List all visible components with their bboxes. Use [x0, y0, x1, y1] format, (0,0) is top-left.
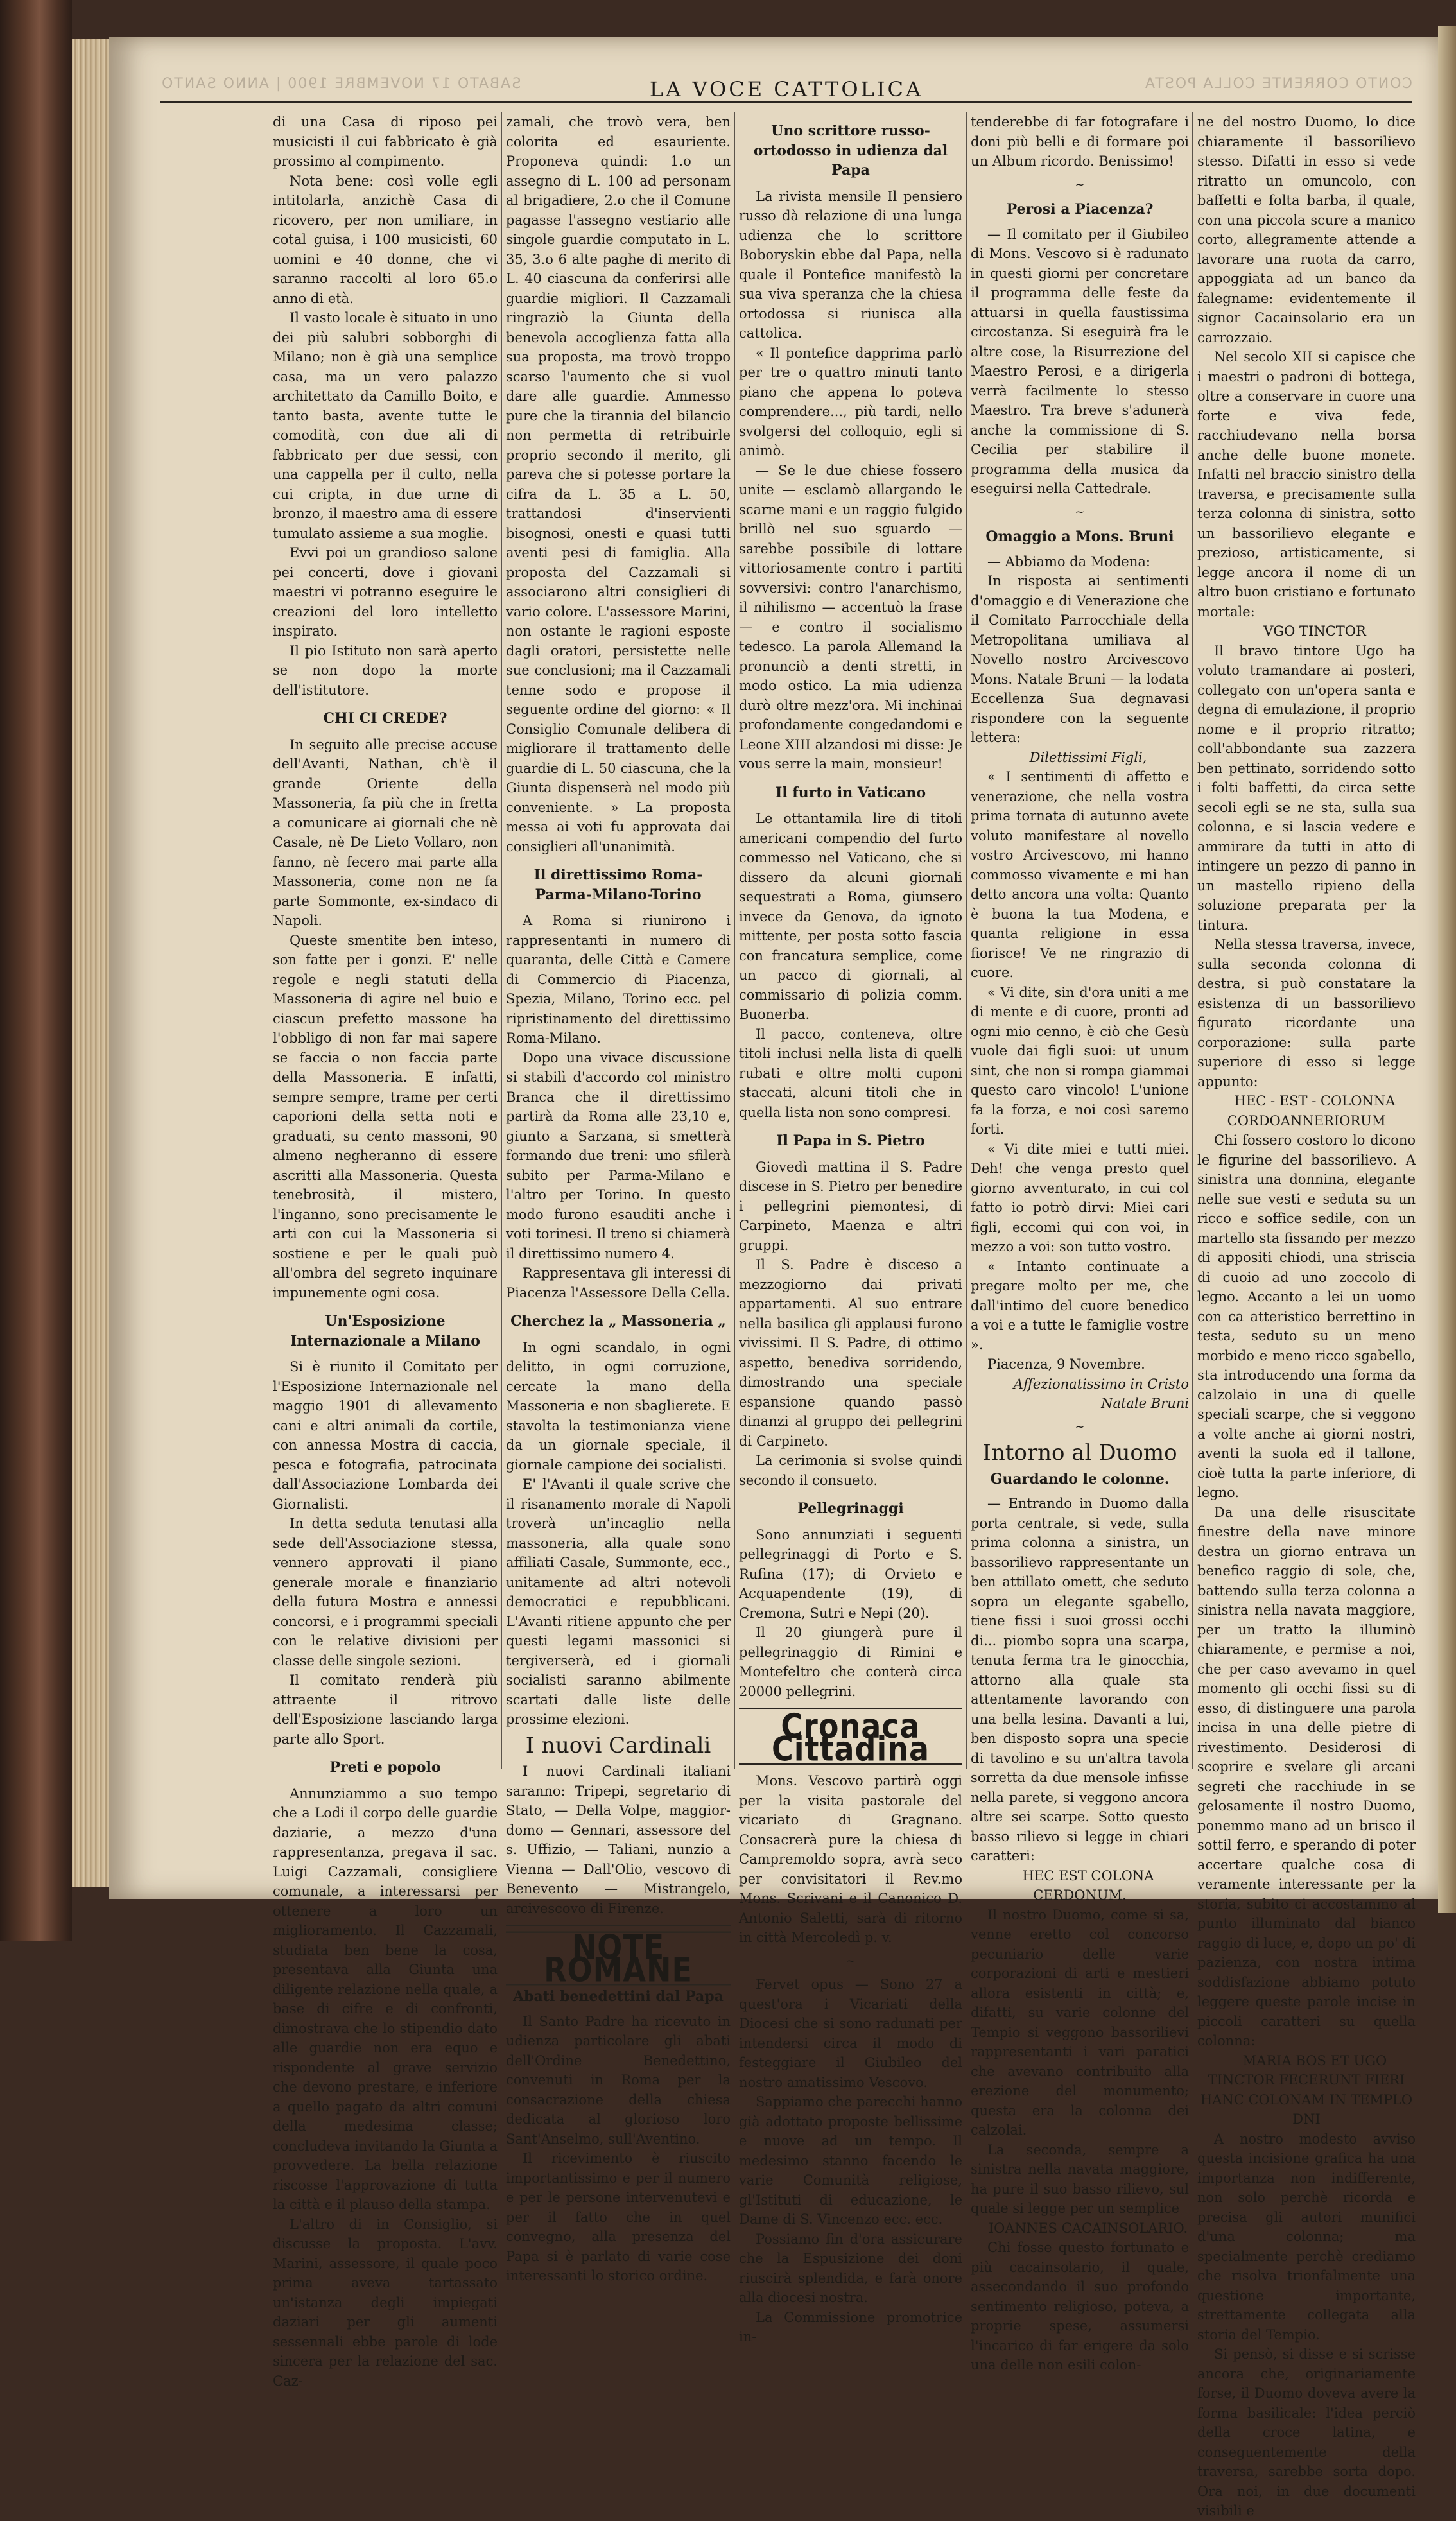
paragraph: Giovedì mattina il S. Padre discese in S. Pietro per benedire i pellegrini piemontesi, di Carpineto, Maenza e altri gruppi.	[739, 1159, 962, 1253]
paragraph: Il ricevimento è riuscito importantissimo e per il numero e per le persone intervenutevi e per il fatto che in quel convegno, alla presenza del Papa si è parlato di varie cose interessanti lo storico ordine.	[506, 2151, 731, 2283]
paragraph: zamali, che trovò vera, ben colorita ed esauriente. Proponeva quindi: 1.o un assegno di L. 100 ad personam al brigadiere, 2.o che il Comune pagasse l'assegno vestiario alle singole guardie computato in L. 35, 3.o 6 alte paghe di merito di L. 40 ciascuna da conferirsi alle guardie migliori. Il Cazzamali ringraziò la Giunta della benevola accoglienza fatta alla sua proposta, ma trovò troppo scarso l'aumento che si vuol dare alle guardie. Ammesso pure che la tirannia del bilancio non permetta di retribuirle proprio secondo il merito, gli pareva che si potesse portare la cifra da L. 35 a L. 50, trattandosi d'inservienti bisognosi, onesti e quasi tutti aventi pesi di famiglia. Alla proposta del Cazzamali si associarono altri consiglieri di vario colore. L'assessore Marini, non ostante le ragioni esposte dagli oratori, persistette nelle sue conclusioni; ma il Cazzamali tenne sodo e propose il seguente ordine del giorno: « Il Consiglio Comunale delibera di migliorare il trattamento delle guardie di L. 50 ciascuna, che la Giunta dispenserà nel modo più conveniente. » La proposta messa ai voti fu approvata dai consiglieri all'unanimità.	[506, 114, 731, 854]
salutation: Dilettissimi Figli,	[1029, 749, 1147, 765]
headline: Perosi a Piacenza?	[1006, 201, 1154, 218]
ornament: ~	[1075, 505, 1085, 519]
paragraph: Annunziammo a suo tempo che a Lodi il corpo delle guardie daziarie, a mezzo d'una rappresentanza, pregava il sac. Luigi Cazzamali, consigliere comunale, a interessarsi per ottenere a loro un miglioramento. Il Cazzamali, studiata ben bene la cosa, presentava alla Giunta una diligente relazione nella quale, a base di cifre e di confronti, dimostrava che lo stipendio dato alle guardie non era equo e rispondente al grave servizio che devono prestare, e inferiore a quello pagato da altri comuni della medesima classe; concludeva invitando la Giunta a provvedere. La bella relazione riscosse l'approvazione di tutta la città e il plauso della stampa.	[273, 1785, 498, 2212]
paragraph: Nella stessa traversa, invece, sulla seconda colonna di destra, si può constatare la esistenza di un bassorilievo figurato ricordante una corporazione: sulla parte superiore di esso si legge appunto:	[1197, 937, 1416, 1089]
book-binding	[0, 0, 72, 1941]
paragraph: tenderebbe di far fotografare i doni più belli e di formare poi un Album ricordo. Benissimo!	[971, 114, 1189, 169]
column-4	[971, 112, 1189, 2373]
paragraph: In detta seduta tenutasi alla sede dell'Associazione stessa, vennero approvati il piano generale morale e finanziario della futura Mostra e annessi concorsi, e i programmi speciali con le relative divisioni per classe delle singole sezioni.	[273, 1516, 498, 1668]
paragraph: Queste smentite ben inteso, son fatte per i gonzi. E' nelle regole e negli statuti della Massoneria di agire nel buio e ciascun prefetto massone ha l'obbligo di non far mai sapere se faccia o non faccia parte della Massoneria. E infatti, sempre sempre, trame per certi caporioni della setta noti e graduati, su cento massoni, 90 almeno negheranno di essere ascritti alla Massoneria. Questa tenebrosità, il mistero, l'inganno, sono precisamente le arti con cui la Massoneria si sostiene e per le quali può all'ombra del segreto inquinare impunemente ogni cosa.	[273, 932, 498, 1301]
headline: Un'Esposizione Internazionale a Milano	[290, 1313, 480, 1349]
paragraph: Si pensò, si disse e si scrisse ancora che, originariamente forse, il Duomo doveva avere la forma basilicale: l'idea perciò della croce latina, e conseguentemente della traversa, sarebbe sorta dopo. Ora noi, in due documenti visibili e	[1197, 2346, 1416, 2518]
closing: Affezionatissimo in Cristo	[1013, 1376, 1189, 1392]
column-rule	[501, 112, 502, 1769]
column-5	[1197, 112, 1416, 2518]
headline: Il direttissimo Roma-Parma-Milano-Torino	[533, 867, 703, 903]
paragraph: In ogni scandalo, in ogni delitto, in ogni corruzione, cercate la mano della Massoneria e non sbaglierete. E stavolta la testimonianza viene da un giornale speciale, il giornale campione dei socialisti.	[506, 1339, 731, 1473]
inscription: HEC - EST - COLONNA CORDOANNERIORUM	[1227, 1093, 1396, 1129]
paragraph: Si è riunito il Comitato per l'Esposizione Internazionale nel maggio 1901 di allevamento cani e altri animali da cortile, con annessa Mostra di caccia, pesca e fotografia, patrocinata dall'Associazione Lombarda dei Giornalisti.	[273, 1359, 498, 1512]
paragraph: Il 20 giungerà pure il pellegrinaggio di Rimini e Montefeltro che conterà circa 20000 pellegrini.	[739, 1625, 962, 1699]
paragraph: ne del nostro Duomo, lo dice chiaramente il bassorilievo stesso. Difatti in esso si vede ritratto un omuncolo, con baffetti e folta barba, il quale, con una piccola scure a manico corto, allegramente attende a lavorare una ruota da carro, appoggiata ad un banco da falegname: evidentemente il signor Cacainsolario era un carrozzaio.	[1197, 114, 1416, 345]
paragraph: « Intanto continuate a pregare molto per me, che dall'intimo del cuore benedico a voi e a tutte le famiglie vostre ».	[971, 1258, 1189, 1353]
paragraph: Il pio Istituto non sarà aperto se non dopo la morte dell'istitutore.	[273, 643, 498, 698]
section-title-intorno-al-duomo: Intorno al Duomo	[982, 1440, 1177, 1466]
page-header	[160, 76, 1412, 103]
paragraph: « Vi dite, sin d'ora uniti a me di mente e di cuore, pronti ad ogni mio cenno, è ciò che Gesù vuole dai figli suoi: ut unum sint, che non si rompa giammai questo caro vincolo! L'unione fa la forza, e noi così saremo forti.	[971, 984, 1189, 1137]
page-stack-edge	[72, 39, 110, 1887]
headline: CHI CI CREDE?	[323, 710, 447, 727]
column-2	[506, 112, 731, 2283]
inscription: MARIA BOS ET UGO TINCTOR FECERUNT FIERI HANC COLONAM IN TEMPLO DNI	[1200, 2052, 1413, 2127]
headline: Il furto in Vaticano	[775, 784, 926, 801]
paragraph: Da una delle risuscitate finestre della nave minore destra un giorno entrava un benefico raggio di sole, che, battendo sulla terza colonna a sinistra nella navata maggiore, per un tratto la illuminò chiaramente, e permise a noi, che per caso avevamo in quel momento gli occhi fissi su di esso, di distinguere una parola incisa in una delle pietre di rivestimento. Desiderosi di scoprire e svelare gli arcani segreti che racchiude in se gelosamente il nostro Duomo, ponemmo mano ad un brisco il sottil ferro, e sperando di poter accertare qualche cosa di veramente interessante per la storia, subito ci accostammo al punto illuminato dal bianco raggio di luce, e, dopo un po' di pazienza, con nostra intima soddisfazione abbiamo potuto leggere queste parole incise in piccoli caratteri su quella colonna:	[1197, 1504, 1416, 2049]
paragraph: « Vi dite miei e tutti miei. Deh! che venga presto quel giorno avventurato, in cui col fatto io potrò dirvi: Miei cari figli, eccomi qui con voi, in mezzo a voi: son tutto vostro.	[971, 1141, 1189, 1254]
paragraph: Il bravo tintore Ugo ha voluto tramandare ai posteri, collegato con un'opera santa e degna di emulazione, il proprio nome e il proprio ritratto; coll'abbondante sua zazzera ben pettinato, sorridendo sotto i folti baffetti, da circa sette secoli egli se ne sta, sulla sua colonna, e si lascia vedere e ammirare da tutti in atto di intingere un pezzo di panno in un mastello ripieno della soluzione preparata per la tintura.	[1197, 643, 1416, 933]
paragraph: La seconda, sempre a sinistra nella navata maggiore, ha pure il suo basso rilievo, sul quale si legge per un semplice	[971, 2142, 1189, 2216]
next-page-bleed	[1444, 109, 1456, 1842]
paragraph: Sono annunziati i seguenti pellegrinaggi di Porto e S. Rufina (17); di Orvieto e Acquapendente (19), di Cremona, Sutri e Nepi (20).	[739, 1527, 962, 1621]
paragraph: In seguito alle precise accuse dell'Avanti, Nathan, ch'è il grande Oriente della Massoneria, fa più che in fretta a comunicare ai giornali che nè Casale, nè De Lieto Vollaro, non fanno, nè fecero mai parte alla Massoneria, come non ne fa parte Sommonte, ex-sindaco di Napoli.	[273, 736, 498, 928]
paragraph: A nostro modesto avviso questa incisione grafica ha una importanza non indifferente, non solo perchè ricorda e precisa gli autori munifici d'una colonna; ma specialmente perchè crediamo che risolva trionfalmente una questione importante, strettamente collegata alla storia del Tempio.	[1197, 2131, 1416, 2343]
section-title-note-romane: NOTE ROMANE	[506, 1932, 731, 1986]
paragraph: Mons. Vescovo partirà oggi per la visita pastorale del vicariato di Gragnano. Consacrerà pure la chiesa di Campremoldo sopra, avrà seco per convisitatori il Rev.mo Mons. Scrivani e il Canonico D. Antonio Saletti, sarà di ritorno in città Mercoledì p. v.	[739, 1773, 962, 1945]
headline: Il Papa in S. Pietro	[776, 1132, 925, 1149]
ornament: ~	[1075, 1419, 1085, 1434]
paragraph: La Commissione promotrice in-	[739, 2309, 962, 2344]
paragraph: Il Santo Padre ha ricevuto in udienza particolare gli abati dell'Ordine Benedettino, convenuti in Roma per la consacrazione della chiesa dedicata al glorioso loro Sant'Anselmo, sull'Aventino.	[506, 2013, 731, 2147]
dateline: Piacenza, 9 Novembre.	[987, 1356, 1145, 1372]
paragraph: I nuovi Cardinali italiani saranno: Tripepi, segretario di Stato, — Della Volpe, maggior-domo — Gennari, assessore del s. Uffizio, — Taliani, nunzio a Vienna — Dall'Olio, vescovo di Benevento — Mistrangelo, arcivescovo di Firenze.	[506, 1763, 731, 1916]
section-title-cronaca-cittadina: Cronaca Cittadina	[771, 1706, 930, 1769]
inscription: HEC EST COLONA CERDONUM.	[1022, 1867, 1154, 1903]
masthead-title: LA VOCE CATTOLICA	[649, 77, 924, 101]
headline: Cherchez la „ Massoneria „	[510, 1313, 726, 1330]
paragraph: Fervet opus — Sono 27 a quest'ora i Vicariati della Diocesi che si sono radunati per intendersi circa il modo di festeggiare il Giubileo del nostro amatissimo Vescovo.	[739, 1977, 962, 2090]
paragraph: « I sentimenti di affetto e venerazione, che nella vostra prima tornata di autunno avete voluto manifestare al novello vostro Arcivescovo, mi hanno commosso vivamente e mi han detto ancora una volta: Quanto è buona la tua Modena, e quanta religione in essa fiorisce! Ve ne ringrazio di cuore.	[971, 769, 1189, 980]
paragraph: Possiamo fin d'ora assicurare che la Espusizione dei doni riuscirà splendida, e farà onore alla diocesi nostra.	[739, 2231, 962, 2305]
headline: Preti e popolo	[329, 1759, 441, 1776]
paragraph: Il comitato renderà più attraente il ritrovo dell'Esposizione lasciando larga parte allo Sport.	[273, 1672, 498, 1747]
paragraph: — Entrando in Duomo dalla porta centrale, si vede, sulla prima colonna a sinistra, un bassorilievo rappresentante un ben attillato omett, che seduto sopra un elegante sgabello, tiene fissi i suoi grossi occhi di... piombo sopra una scarpa, tenuta ferma tra le ginocchia, attorno alla quale sta attentamente lavorando con una bella lesina. Davanti a lui, ben disposto sopra una specie di tavolino e su un'altra tavola sorretta da due mensole infisse nella parete, si veggono ancora altre sei scarpe. Sotto questo basso rilievo si legge in chiari caratteri:	[971, 1496, 1189, 1864]
column-rule	[1192, 112, 1193, 1769]
ornament: ~	[845, 1954, 856, 1968]
paragraph: Il S. Padre è disceso a mezzogiorno dai privati appartamenti. Al suo entrare nella basilica gli applausi furono vivissimi. Il S. Padre, di ottimo aspetto, benediva sorridendo, dimostrando una speciale espansione quando passò dinanzi al gruppo dei pellegrini di Carpineto.	[739, 1257, 962, 1449]
signature: Natale Bruni	[1101, 1396, 1189, 1411]
header-bleed-right: CONTO CORRENTE COLLA POSTA	[1144, 76, 1412, 92]
header-bleed-left: SABATO 17 NOVEMBRE 1900 | ANNO SANTO	[160, 76, 521, 92]
paragraph: — Il comitato per il Giubileo di Mons. Vescovo si è radunato in questi giorni per concretare il programma delle feste da attuarsi in quella faustissima circostanza. Si eseguirà fra le altre cose, la Risurrezione del Maestro Perosi, e a dirigerla verrà facilmente lo stesso Maestro. Tra breve s'adunerà anche la commissione di S. Cecilia per stabilire il programma della musica da eseguirsi nella Cattedrale.	[971, 226, 1189, 496]
headline: Guardando le colonne.	[990, 1470, 1170, 1487]
paragraph: Il pacco, conteneva, oltre titoli inclusi nella lista di quelli rubati e oltre molti cuponi staccati, alcuni titoli che in quella lista non sono compresi.	[739, 1026, 962, 1120]
inscription: IOANNES CACAINSOLARIO.	[988, 2220, 1188, 2236]
paragraph: Sappiamo che parecchi hanno già adottato proposte bellissime e nuove ad un tempo. Il medesimo stanno facendo le varie Comunità religiose, gl'Istituti di educazione, le Dame di S. Vincenzo ecc. ecc.	[739, 2094, 962, 2227]
paragraph: Nel secolo XII si capisce che i maestri o padroni di bottega, oltre a conservare in cuore una forte e viva fede, racchiudevano nella borsa anche delle buone monete. Infatti nel braccio sinistro della traversa, e precisamente sulla terza colonna di sinistra, sotto un bassorilievo elegante e prezioso, artisticamente, si legge ancora il nome di un altro buon cristiano e fortunato mortale:	[1197, 349, 1416, 619]
column-rule	[966, 112, 967, 1769]
paragraph: Le ottantamila lire di titoli americani compendio del furto commesso nel Vaticano, che si dissero da alcuni giornali sequestrati a Roma, giunsero invece da Genova, da ignoto mittente, per posta sotto fascia con francatura semplice, come un pacco di giornali, al commissario di polizia comm. Buonerba.	[739, 811, 962, 1022]
paragraph: Evvi poi un grandioso salone pei concerti, dove i giovani maestri vi potranno eseguire le creazioni del loro intelletto inspirato.	[273, 545, 498, 639]
paragraph: La cerimonia si svolse quindi secondo il consueto.	[739, 1453, 962, 1488]
paragraph: In risposta ai sentimenti d'omaggio e di Venerazione che il Comitato Parrocchiale della Metropolitana umiliava al Novello nostro Arcivescovo Mons. Natale Bruni — la lodata Eccellenza Sua degnavasi rispondere con la seguente lettera:	[971, 573, 1189, 745]
paragraph: Il nostro Duomo, come si sa, venne eretto col concorso pecuniario delle varie corporazioni di arti e mestieri allora esistenti in città; e, difatti, su varie colonne del Tempio si veggono bassorilievi rappresentanti i vari paratici che avevano contribuito alla erezione del monumento; questa era la colonna dei calzolai.	[971, 1907, 1189, 2138]
column-rule	[734, 112, 735, 1769]
paragraph: L'altro di in Consiglio, si discusse la proposta. L'avv. Marini, assessore, il quale poco prima aveva tartassato un'istanza degli impiegati daziari per gli aumenti sessennali ebbe parole di lode sincera per la relazione del sac. Caz-	[273, 2216, 498, 2389]
headline: Uno scrittore russo-ortodosso in udienza dal Papa	[753, 123, 948, 178]
paragraph: Dopo una vivace discussione si stabilì d'accordo col ministro Branca che il direttissimo partirà da Roma alle 23,10 e, giunto a Sarzana, si smetterà formando due treni: uno sfilerà subito per Parma-Milano e l'altro per Torino. In questo modo furono esauditi anche i voti torinesi. Il treno si chiamerà il direttissimo numero 4.	[506, 1050, 731, 1261]
paragraph: — Abbiamo da Modena:	[987, 553, 1150, 569]
paragraph: La rivista mensile Il pensiero russo dà relazione di una lunga udienza che lo scrittore Boboryskin ebbe dal Papa, nella quale il Pontefice manifestò la sua viva speranza che la chiesa ortodossa si riunisca alla cattolica.	[739, 188, 962, 341]
paragraph: A Roma si riunirono i rappresentanti in numero di quaranta, delle Città e Camere di Commercio di Piacenza, Spezia, Milano, Torino ecc. pel ripristinamento del direttissimo Roma-Milano.	[506, 913, 731, 1046]
paragraph: Il vasto locale è situato in uno dei più salubri sobborghi di Milano; non è già una semplice casa, ma un vero palazzo architettato da Camillo Boito, e tanto basta, avente tutte le comodità, con due ali di fabbricato per due sessi, con una cappella per il culto, nella cui cripta, in due urne di bronzo, il maestro ama di essere tumulato assieme a sua moglie.	[273, 310, 498, 541]
column-3	[739, 112, 962, 2344]
section-headline: I nuovi Cardinali	[525, 1732, 711, 1758]
headline: Pellegrinaggi	[797, 1500, 904, 1517]
inscription: VGO TINCTOR	[1263, 623, 1366, 639]
paragraph: — Se le due chiese fossero unite — esclamò allargando le scarne mani e un raggio fulgido brillò nel suo sguardo — sarebbe possibile di lottare vittoriosamente contro i partiti sovversivi: contro l'anarchismo, il nihilismo — accentuò la frase — e contro il socialismo tedesco. La parola Allemand la pronunciò a denti stretti, in modo ostico. La mia udienza durò oltre mezz'ora. Mi inchinai profondamente congedandomi e Leone XIII alzandosi mi disse: Je vous serre la main, monsieur!	[739, 462, 962, 772]
paragraph: Chi fosse questo fortunato e più cacainsolario, il quale, assecondando il suo profondo sentimento religioso, poteva, a proprie spese, assumersi l'incarico di far erigere da solo una delle non esili colon-	[971, 2240, 1189, 2373]
paragraph: Nota bene: così volle egli intitolarla, anzichè Casa di ricovero, per non umiliare, in cotal guisa, i 100 musicisti, 60 uomini e 40 donne, che vi saranno raccolti al loro 65.o anno di età.	[273, 173, 498, 306]
paragraph: Chi fossero costoro lo dicono le figurine del bassorilievo. A sinistra una donnina, elegante nelle sue vesti e seduta su un ricco e soffice sedile, con un martello sta fissando per mezzo di appositi chiodi, una striscia di cuoio ad uno zoccolo di legno. Accanto a lei un uomo con ca atteristico berrettino in testa, seduto su un meno morbido e meno ricco sgabello, sta introducendo una forma da calzolaio in una di quelle speciali scarpe, che si veggono a volte anche ai giorni nostri, aventi la suola ed il tallone, cioè tutta la parte inferiore, di legno.	[1197, 1132, 1416, 1500]
ornament: ~	[1075, 177, 1085, 191]
headline: Abati benedettini dal Papa	[513, 1988, 724, 2005]
paragraph: E' l'Avanti il quale scrive che il risanamento morale di Napoli troverà un'incaglio nella massoneria, alla quale sono affiliati Casale, Summonte, ecc., unitamente ad altri notevoli democratici e repubblicani. L'Avanti ritiene appunto che per questi legami massonici si tergiverserà, ed i giornali socialisti saranno abilmente scartati dalle liste delle prossime elezioni.	[506, 1477, 731, 1727]
column-1	[273, 112, 498, 2389]
paragraph: di una Casa di riposo pei musicisti il cui fabbricato è già prossimo al compimento.	[273, 114, 498, 169]
divider	[506, 1925, 731, 1926]
paragraph: Rappresentava gli interessi di Piacenza l'Assessore Della Cella.	[506, 1265, 731, 1301]
paragraph: « Il pontefice dapprima parlò per tre o quattro minuti tanto piano che appena lo poteva comprendere..., più tardi, nello svolgersi del colloquio, egli si animò.	[739, 345, 962, 458]
headline: Omaggio a Mons. Bruni	[985, 528, 1174, 545]
